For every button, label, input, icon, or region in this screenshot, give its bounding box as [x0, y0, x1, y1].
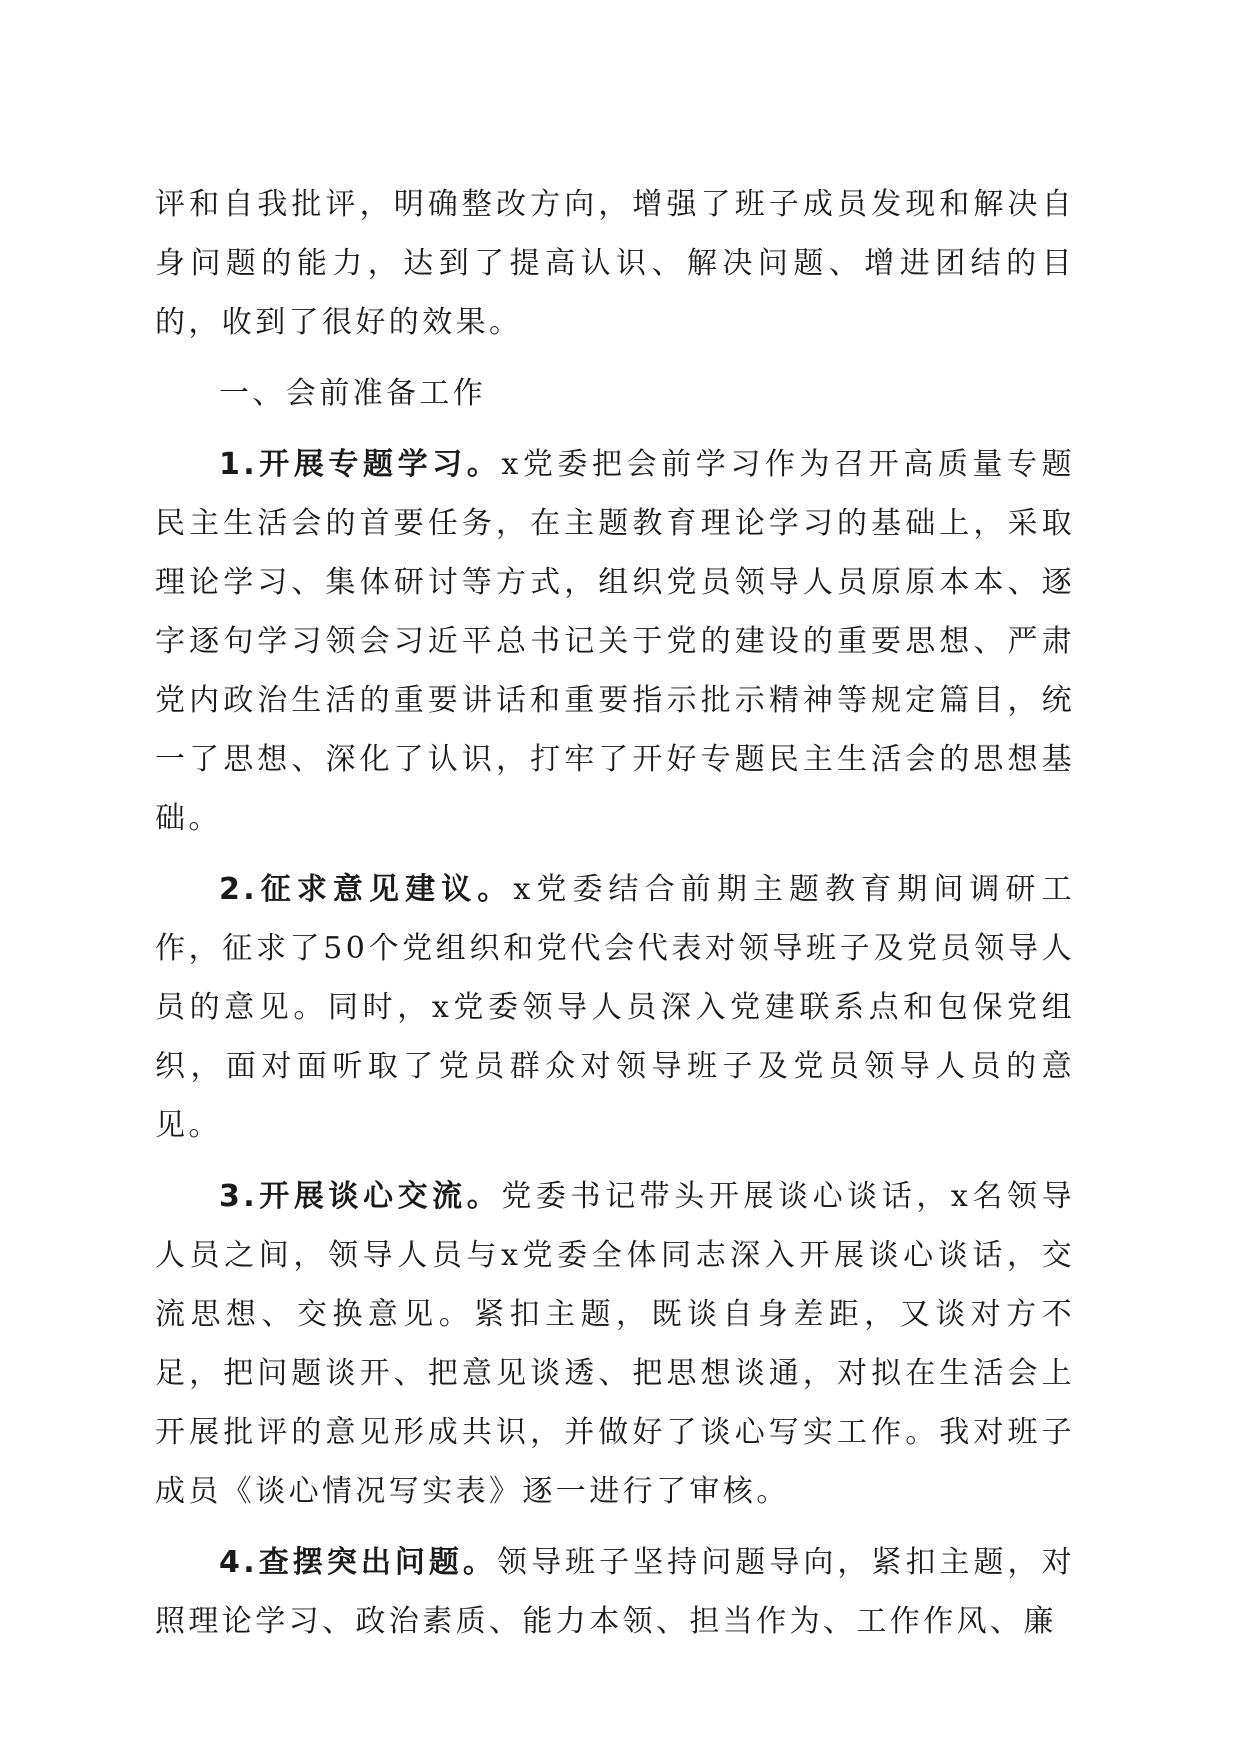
item-lead-3: 3.开展谈心交流。	[219, 1179, 502, 1214]
item-lead-1: 1.开展专题学习。	[219, 447, 502, 482]
item-paragraph-1	[155, 435, 1075, 848]
item-lead-2: 2.征求意见建议。	[219, 872, 514, 907]
item-body-4: 领导班子坚持问题导向，紧扣主题，对照理论学习、政治素质、能力本领、担当作为、工作作风、廉	[155, 1545, 1075, 1639]
document-body	[155, 175, 1075, 1651]
item-lead-4: 4.查摆突出问题。	[219, 1545, 497, 1580]
item-paragraph-3	[155, 1167, 1075, 1521]
item-body-3: 党委书记带头开展谈心谈话，x名领导人员之间，领导人员与x党委全体同志深入开展谈心谈话，交流思想、交换意见。紧扣主题，既谈自身差距，又谈对方不足，把问题谈开、把意见谈透、把思想谈通，对拟在生活会上开展批评的意见形成共识，并做好了谈心写实工作。我对班子成员《谈心情况写实表》逐一进行了审核。	[155, 1179, 1075, 1509]
intro-paragraph: 评和自我批评，明确整改方向，增强了班子成员发现和解决自身问题的能力，达到了提高认识、解决问题、增进团结的目的，收到了很好的效果。	[155, 187, 1075, 340]
item-paragraph-2	[155, 860, 1075, 1155]
item-paragraph-4	[155, 1533, 1075, 1651]
section-heading: 一、会前准备工作	[219, 376, 487, 411]
item-body-1: x党委把会前学习作为召开高质量专题民主生活会的首要任务，在主题教育理论学习的基础上，采取理论学习、集体研讨等方式，组织党员领导人员原原本本、逐字逐句学习领会习近平总书记关于党的建设的重要思想、严肃党内政治生活的重要讲话和重要指示批示精神等规定篇目，统一了思想、深化了认识，打牢了开好专题民主生活会的思想基础。	[155, 447, 1075, 836]
item-body-2: x党委结合前期主题教育期间调研工作，征求了50个党组织和党代会代表对领导班子及党员领导人员的意见。同时，x党委领导人员深入党建联系点和包保党组织，面对面听取了党员群众对领导班子及党员领导人员的意见。	[155, 872, 1075, 1143]
